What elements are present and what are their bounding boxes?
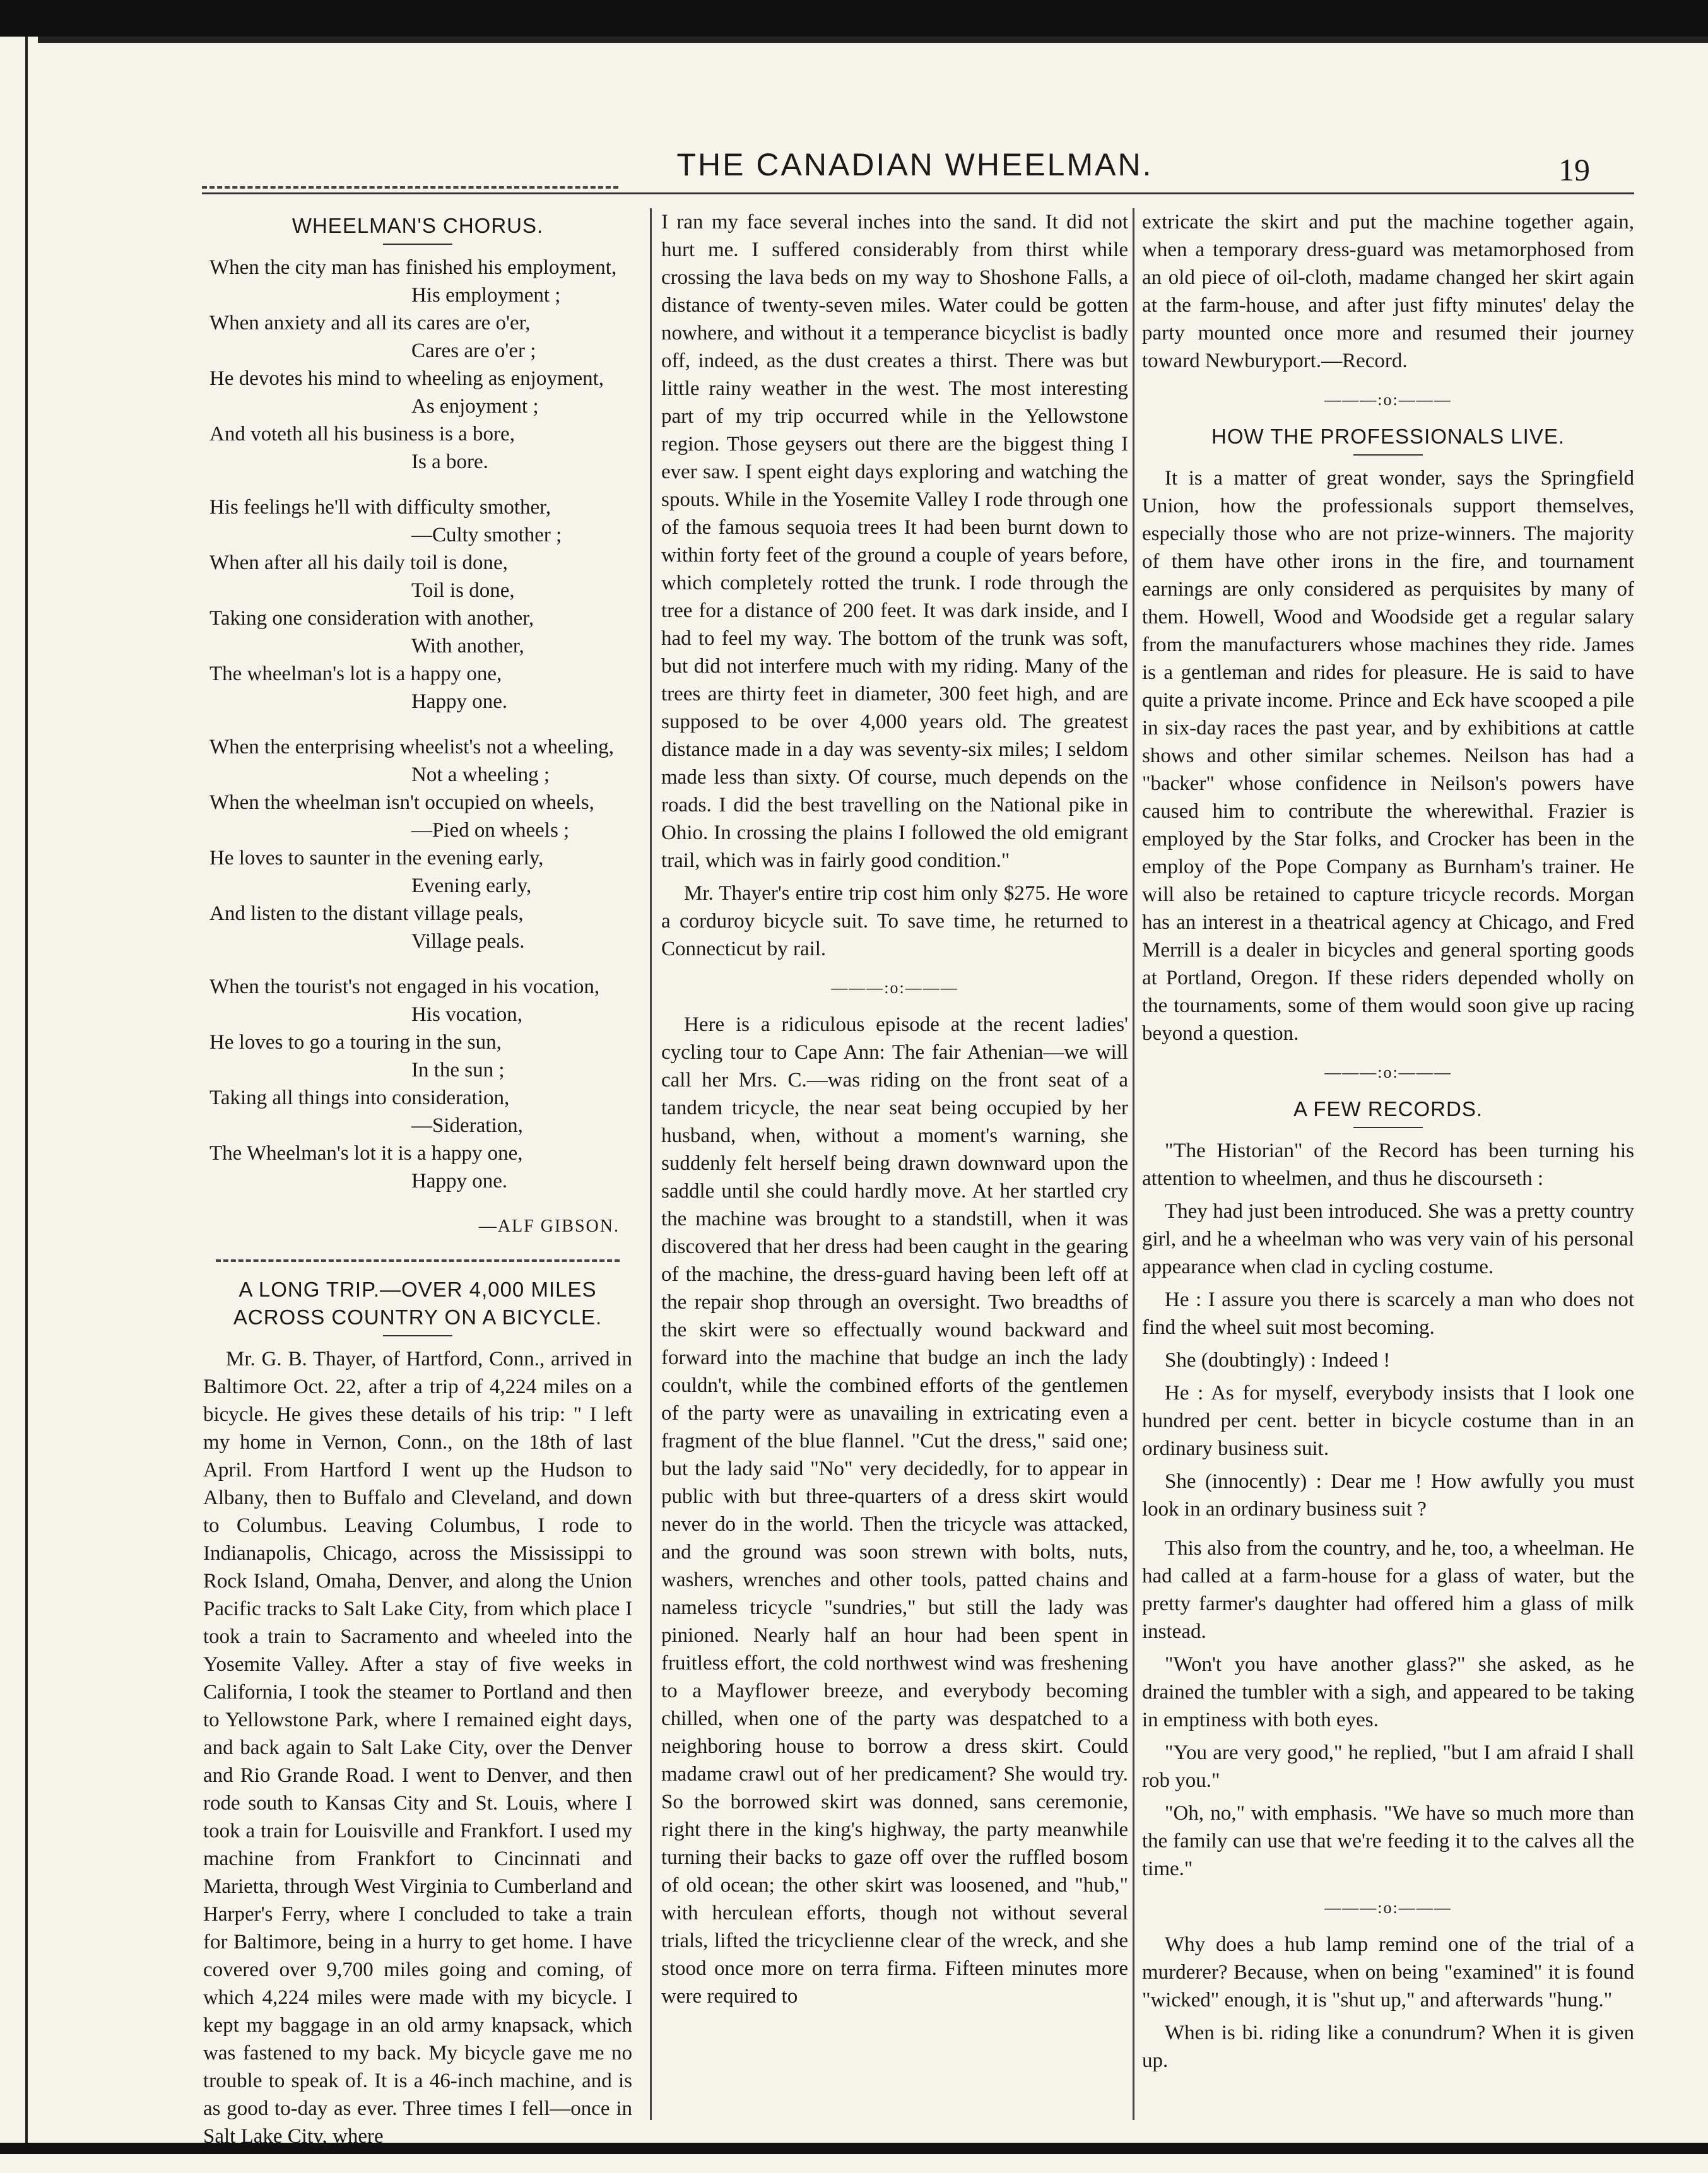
column-3 bbox=[1142, 208, 1634, 2080]
dialogue-line: He : I assure you there is scarcely a man who does not find the wheel suit most becoming. bbox=[1142, 1288, 1634, 1339]
poem-line: He loves to saunter in the evening early, bbox=[209, 847, 544, 869]
poem-stanza bbox=[203, 973, 632, 1195]
poem-stanza bbox=[203, 493, 632, 716]
poem-line: When anxiety and all its cares are o'er, bbox=[209, 312, 531, 334]
column-1 bbox=[203, 208, 632, 2155]
poem-line: Happy one. bbox=[411, 1170, 508, 1192]
title-rule bbox=[1353, 454, 1423, 456]
column-2 bbox=[661, 208, 1128, 2015]
professionals-title: HOW THE PROFESSIONALS LIVE. bbox=[1211, 425, 1565, 448]
dialogue-line: She (doubtingly) : Indeed ! bbox=[1165, 1349, 1391, 1372]
separator: ———:o:——— bbox=[1324, 1063, 1452, 1081]
professionals-paragraph: It is a matter of great wonder, says the Springfield Union, how the professionals support themselves, especially those who are not prize-winners. The majority of them have other irons in the fire, and tournament earnings are only considered as perquisites by many of them. Howell, Wood and Woodside get a regular salary from the manufacturers whose machines they ride. James is a gentleman and rides for pleasure. He is said to have quite a private income. Prince and Eck have scooped a pile in six-day races the past year, and by exhibitions at cattle shows and other similar schemes. Neilson has had a "backer" whose confidence in Neilson's powers have caused him to contribute the wherewithal. Frazier is employed by the Star folks, and Crocker has been in the employ of the Pope Company as Burnham's trainer. He will also be retained to capture tricycle records. Morgan has an interest in a theatrical agency at Chicago, and Fred Merrill is a dealer in bicycles and general sporting goods at Portland, Oregon. If these riders depended wholly on the tournaments, some of them would soon give up racing beyond a question. bbox=[1142, 467, 1634, 1045]
section-separator bbox=[216, 1259, 620, 1262]
poem-line: He loves to go a touring in the sun, bbox=[209, 1031, 502, 1054]
records-paragraph: "Oh, no," with emphasis. "We have so much more than the family can use that we're feeding it to the calves all the time." bbox=[1142, 1802, 1634, 1880]
long-trip-title: A LONG TRIP.—OVER 4,000 MILES ACROSS COUNTRY ON A BICYCLE. bbox=[233, 1278, 603, 1329]
separator: ———:o:——— bbox=[831, 979, 958, 997]
poem-body bbox=[203, 254, 632, 1195]
poem-line: When the wheelman isn't occupied on wheels, bbox=[209, 791, 594, 814]
poem-line: His employment ; bbox=[411, 284, 561, 307]
poem-line: And voteth all his business is a bore, bbox=[209, 423, 515, 445]
dialogue-line: He : As for myself, everybody insists that I look one hundred per cent. better in bicycle costume than in an ordinary business suit. bbox=[1142, 1382, 1634, 1460]
records-paragraph: They had just been introduced. She was a pretty country girl, and he a wheelman who was very vain of his personal appearance when clad in cycling costume. bbox=[1142, 1200, 1634, 1278]
poem-signature: —ALF GIBSON. bbox=[478, 1216, 620, 1236]
poem-line: Village peals. bbox=[411, 930, 525, 953]
title-rule bbox=[383, 244, 452, 245]
header-rule bbox=[202, 192, 1634, 194]
episode-paragraph: Here is a ridiculous episode at the recent ladies' cycling tour to Cape Ann: The fair Athenian—we will call her Mrs. C.—was riding on the front seat of a tandem tricycle, the near seat being occupied by her husband, when, without a moment's warning, she suddenly felt herself being drawn downward upon the saddle until she could hardly move. At her startled cry the machine was brought to a standstill, when it was discovered that her dress had been caught in the gearing of the machine, the dress-guard having been left off at the repair shop through an oversight. Two breadths of the skirt were so effectually wound backward and forward into the machine that budge an inch the lady couldn't, while the combined efforts of the gentlemen of the party were as unavailing in extricating even a fragment of the blue flannel. "Cut the dress," said one; but the lady said "No" very decidedly, for to appear in public with but three-quarters of a dress skirt would never do in the world. Then the tricycle was attacked, and the ground was soon strewn with bolts, nuts, washers, wrenches and other tools, patted chains and nameless tricycle "sundries," but still the lady was pinioned. Nearly half an hour had been spent in fruitless effort, the cold northwest wind was freshening to a Mayflower breeze, and everybody becoming chilled, when one of the party was despatched to a neighboring house to borrow a dress skirt. Could madame crawl out of her predicament? She would try. So the borrowed skirt was donned, sans ceremonie, right there in the king's highway, the party meanwhile turning their backs to gaze off over the ruffled bosom of old ocean; the other skirt was loosened, and "hub," with herculean efforts, though not without several trials, lifted the tricyclienne clear of the wreck, and she stood once more on terra firma. Fifteen minutes more were required to bbox=[661, 1013, 1128, 2008]
page-title: THE CANADIAN WHEELMAN. bbox=[676, 147, 1153, 182]
poem-line: As enjoyment ; bbox=[411, 395, 539, 418]
poem-line: Toil is done, bbox=[411, 579, 515, 602]
column-divider-2 bbox=[1133, 208, 1134, 2120]
records-paragraph: "The Historian" of the Record has been turning his attention to wheelmen, and thus he discourseth : bbox=[1142, 1140, 1634, 1190]
poem-line: Evening early, bbox=[411, 874, 532, 897]
long-trip-paragraph: Mr. G. B. Thayer, of Hartford, Conn., arrived in Baltimore Oct. 22, after a trip of 4,224 miles on a bicycle. He gives these details of his trip: " I left my home in Vernon, Conn., on the 18th of last April. From Hartford I went up the Hudson to Albany, then to Buffalo and Cleveland, and down to Columbus. Leaving Columbus, I rode to Indianapolis, Chicago, across the Mississippi to Rock Island, Omaha, Denver, and along the Union Pacific tracks to Salt Lake City, from which place I took a train to Sacramento and wheeled into the Yosemite Valley. After a stay of five weeks in California, I took the steamer to Portland and then to Yellowstone Park, where I remained eight days, and back again to Salt Lake City, over the Denver and Rio Grande Road. I went to Denver, and then rode south to Kansas City and St. Louis, where I took a train for Louisville and Frankfort. I used my machine from Frankfort to Cincinnati and Marietta, through West Virginia to Cumberland and Harper's Ferry, where I concluded to take a train for Baltimore, being in a hurry to get home. I have covered over 9,700 miles going and coming, of which 4,224 miles were made with my bicycle. I kept my baggage in an old army knapsack, which was fastened to my back. My bicycle gave me no trouble to speak of. It is a 46-inch machine, and is as good to-day as ever. Three times I fell—once in Salt Lake City, where bbox=[203, 1348, 632, 2148]
records-title: A FEW RECORDS. bbox=[1293, 1097, 1483, 1121]
poem-stanza bbox=[203, 254, 632, 476]
poem-line: When the enterprising wheelist's not a wheeling, bbox=[209, 736, 615, 758]
column-divider-1 bbox=[650, 208, 652, 2120]
poem-line: His vocation, bbox=[411, 1003, 522, 1026]
riddle-paragraph: When is bi. riding like a conundrum? When it is given up. bbox=[1142, 2022, 1634, 2072]
title-rule bbox=[1353, 1127, 1423, 1128]
poem-line: When the city man has finished his employment, bbox=[209, 256, 617, 279]
poem-line: —Culty smother ; bbox=[411, 524, 562, 546]
poem-line: In the sun ; bbox=[411, 1059, 505, 1081]
episode-end-paragraph: extricate the skirt and put the machine together again, when a temporary dress-guard was metamorphosed from an old piece of oil-cloth, madame changed her skirt again at the farm-house, and after just fifty minutes' delay the party mounted once more and resumed their journey toward Newburyport.—Record. bbox=[1142, 211, 1634, 372]
poem-line: —Pied on wheels ; bbox=[411, 819, 570, 842]
records-paragraph: "You are very good," he replied, "but I am afraid I shall rob you." bbox=[1142, 1741, 1634, 1792]
poem-line: With another, bbox=[411, 635, 524, 657]
poem-line: Not a wheeling ; bbox=[411, 763, 550, 786]
poem-line: Cares are o'er ; bbox=[411, 339, 536, 362]
dialogue-line: She (innocently) : Dear me ! How awfully you must look in an ordinary business suit ? bbox=[1142, 1470, 1634, 1521]
poem-line: When the tourist's not engaged in his vocation, bbox=[209, 975, 600, 998]
trip-paragraph: Mr. Thayer's entire trip cost him only $275. He wore a corduroy bicycle suit. To save time, he returned to Connecticut by rail. bbox=[661, 882, 1128, 960]
poem-stanza bbox=[203, 733, 632, 955]
top-border-bar bbox=[0, 0, 1708, 37]
poem-line: The Wheelman's lot it is a happy one, bbox=[209, 1142, 523, 1165]
left-border-rule bbox=[25, 37, 28, 2144]
separator: ———:o:——— bbox=[1324, 391, 1452, 409]
separator: ———:o:——— bbox=[1324, 1899, 1452, 1917]
poem-line: His feelings he'll with difficulty smother, bbox=[209, 496, 551, 519]
header-dashed-rule bbox=[202, 186, 618, 189]
top-border-shadow bbox=[38, 37, 1708, 43]
poem-line: The wheelman's lot is a happy one, bbox=[209, 662, 502, 685]
poem-line: Is a bore. bbox=[411, 450, 488, 473]
poem-line: Taking all things into consideration, bbox=[209, 1086, 510, 1109]
poem-line: Taking one consideration with another, bbox=[209, 607, 534, 630]
poem-line: He devotes his mind to wheeling as enjoyment, bbox=[209, 367, 604, 390]
riddle-paragraph: Why does a hub lamp remind one of the trial of a murderer? Because, when on being "examined" it is found "wicked" enough, it is "shut up," and afterwards "hung." bbox=[1142, 1933, 1634, 2011]
title-rule bbox=[383, 1335, 452, 1336]
page-number: 19 bbox=[1558, 152, 1590, 187]
poem-title: WHEELMAN'S CHORUS. bbox=[292, 214, 544, 237]
records-paragraph: This also from the country, and he, too, a wheelman. He had called at a farm-house for a glass of water, but the pretty farmer's daughter had offered him a glass of milk instead. bbox=[1142, 1537, 1634, 1643]
poem-line: Happy one. bbox=[411, 690, 508, 713]
records-paragraph: "Won't you have another glass?" she asked, as he drained the tumbler with a sigh, and appeared to be taking in emptiness with both eyes. bbox=[1142, 1653, 1634, 1731]
poem-line: And listen to the distant village peals, bbox=[209, 902, 524, 925]
trip-paragraph: I ran my face several inches into the sand. It did not hurt me. I suffered considerably from thirst while crossing the lava beds on my way to Shoshone Falls, a distance of twenty-seven miles. Water could be gotten nowhere, and without it a temperance bicyclist is badly off, indeed, as the dust creates a thirst. There was but little rainy weather in the west. The most interesting part of my trip occurred while in the Yellowstone region. Those geysers out there are the biggest thing I ever saw. I spent eight days exploring and watching the spouts. While in the Yosemite Valley I rode through one of the famous sequoia trees It had been burnt down to within forty feet of the ground a couple of years before, which completely rotted the trunk. I rode through the tree for a distance of 200 feet. It was dark inside, and I had to feel my way. The bottom of the trunk was soft, but did not interfere much with my riding. Many of the trees are thirty feet in diameter, 300 feet high, and are supposed to be over 4,000 years old. The greatest distance made in a day was seventy-six miles; I seldom made less than sixty. Of course, much depends on the roads. I did the best travelling on the National pike in Ohio. In crossing the plains I followed the old emigrant trail, which was in fairly good condition." bbox=[661, 211, 1128, 872]
poem-line: When after all his daily toil is done, bbox=[209, 551, 508, 574]
poem-line: —Sideration, bbox=[411, 1114, 523, 1137]
